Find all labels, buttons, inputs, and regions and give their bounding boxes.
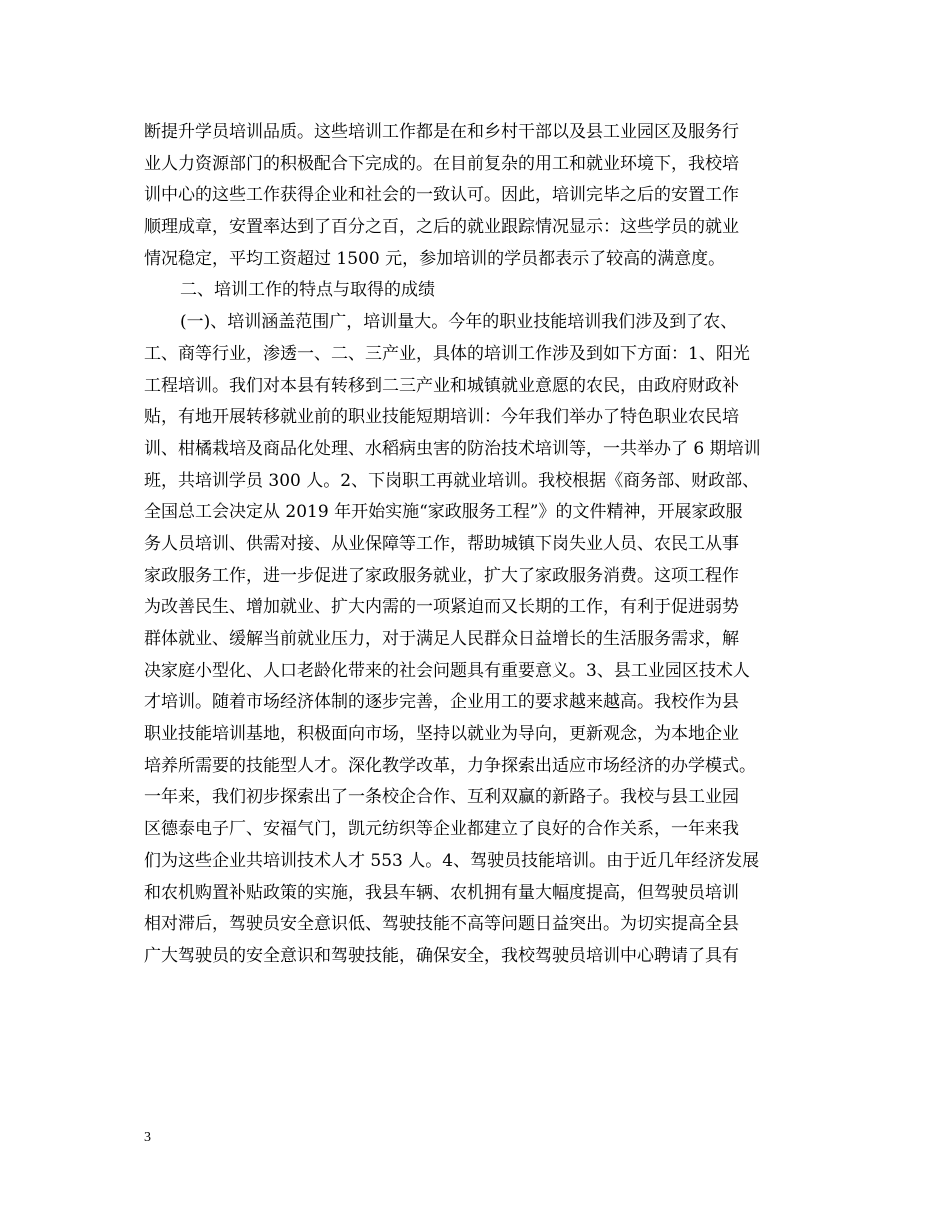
paragraph-line: 相对滞后，驾驶员安全意识低、驾驶技能不高等问题日益突出。为切实提高全县	[144, 914, 739, 935]
paragraph-line: 一年来，我们初步探索出了一条校企合作、互利双赢的新路子。我校与县工业园	[144, 787, 739, 808]
paragraph-line: 贴，有地开展转移就业前的职业技能短期培训：今年我们举办了特色职业农民培	[144, 407, 739, 428]
paragraph-line: 业人力资源部门的积极配合下完成的。在目前复杂的用工和就业环境下，我校培	[144, 153, 739, 174]
paragraph-line: 全国总工会决定从 2019 年开始实施“家政服务工程”》的文件精神，开展家政服	[144, 502, 743, 523]
paragraph-line: 培养所需要的技能型人才。深化教学改革，力争探索出适应市场经济的办学模式。	[144, 755, 756, 776]
paragraph-line: 和农机购置补贴政策的实施，我县车辆、农机拥有量大幅度提高，但驾驶员培训	[144, 882, 739, 903]
paragraph-line: 家政服务工作，进一步促进了家政服务就业，扩大了家政服务消费。这项工程作	[144, 565, 739, 586]
paragraph-line: 训中心的这些工作获得企业和社会的一致认可。因此，培训完毕之后的安置工作	[144, 185, 739, 206]
paragraph-line: 群体就业、缓解当前就业压力，对于满足人民群众日益增长的生活服务需求，解	[144, 629, 739, 649]
paragraph-line: 才培训。随着市场经济体制的逐步完善，企业用工的要求越来越高。我校作为县	[144, 692, 739, 713]
paragraph-line: 职业技能培训基地，积极面向市场，坚持以就业为导向，更新观念，为本地企业	[144, 724, 739, 745]
paragraph-line: 务人员培训、供需对接、从业保障等工作，帮助城镇下岗失业人员、农民工从事	[144, 533, 739, 554]
paragraph-line: 顺理成章，安置率达到了百分之百，之后的就业跟踪情况显示：这些学员的就业	[144, 217, 739, 238]
paragraph-line: 决家庭小型化、人口老龄化带来的社会问题具有重要意义。3、县工业园区技术人	[144, 660, 750, 681]
paragraph-line: 训、柑橘栽培及商品化处理、水稻病虫害的防治技术培训等，一共举办了 6 期培训	[144, 438, 761, 459]
paragraph-line: 们为这些企业共培训技术人才 553 人。4、驾驶员技能培训。由于近几年经济发展	[144, 850, 760, 871]
document-body	[144, 117, 799, 973]
paragraph-line: 广大驾驶员的安全意识和驾驶技能，确保安全，我校驾驶员培训中心聘请了具有	[144, 945, 739, 966]
paragraph-line: 情况稳定，平均工资超过 1500 元，参加培训的学员都表示了较高的满意度。	[144, 248, 726, 269]
paragraph-line: 断提升学员培训品质。这些培训工作都是在和乡村干部以及县工业园区及服务行	[144, 122, 739, 142]
paragraph-line: 为改善民生、增加就业、扩大内需的一项紧迫而又长期的工作，有利于促进弱势	[144, 597, 739, 618]
paragraph-line: 班，共培训学员 300 人。2、下岗职工再就业培训。我校根据《商务部、财政部、	[144, 470, 760, 491]
page-number: 3	[144, 1130, 151, 1145]
paragraph-line-indented: 二、培训工作的特点与取得的成绩	[180, 280, 435, 301]
paragraph-line: 工程培训。我们对本县有转移到二三产业和城镇就业意愿的农民，由政府财政补	[144, 375, 739, 396]
paragraph-line: 工、商等行业，渗透一、二、三产业，具体的培训工作涉及到如下方面：1、阳光	[144, 343, 750, 364]
paragraph-line-indented: (一)、培训涵盖范围广，培训量大。今年的职业技能培训我们涉及到了农、	[180, 312, 738, 333]
paragraph-line: 区德泰电子厂、安福气门，凯元纺织等企业都建立了良好的合作关系，一年来我	[144, 819, 739, 840]
